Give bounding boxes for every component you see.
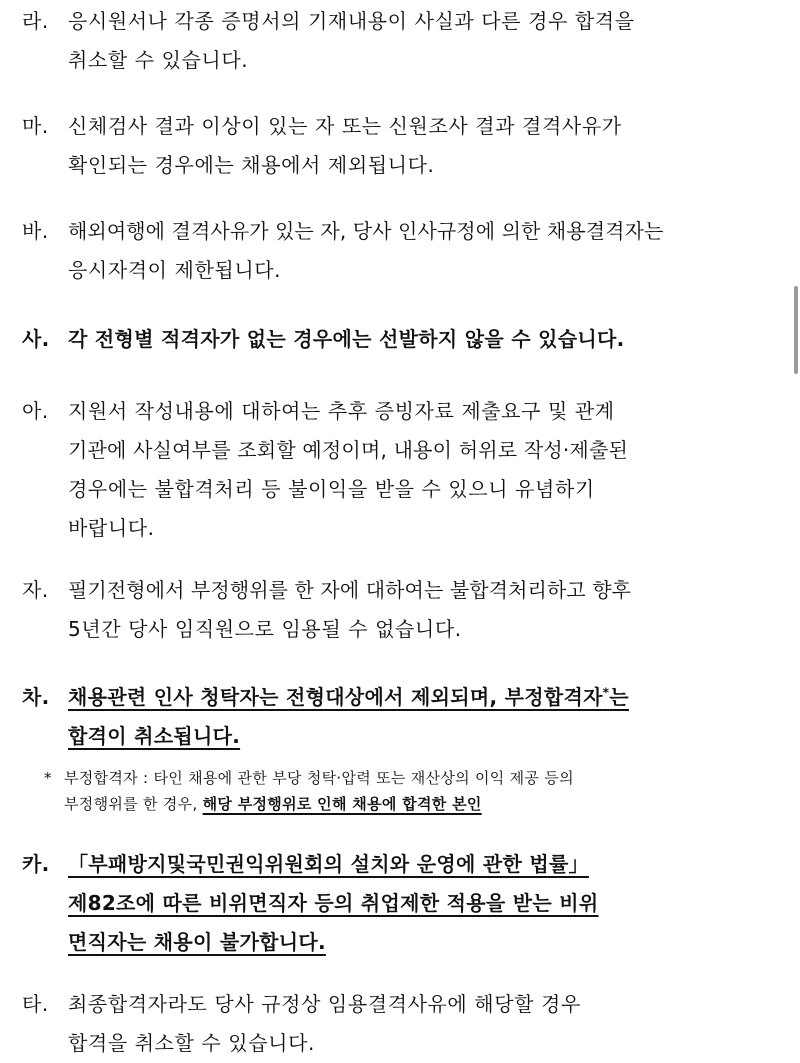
- item-ta-line-2: 합격을 취소할 수 있습니다.: [68, 1031, 315, 1055]
- item-ka-line-3: [22, 923, 782, 962]
- footnote-line-2: [44, 791, 784, 817]
- item-cha-line-2: [22, 717, 782, 756]
- item-cha-text-1-end: 는: [609, 685, 629, 709]
- item-cha-text-1-main: 채용관련 인사 청탁자는 전형대상에서 제외되며, 부정합격자: [68, 685, 603, 709]
- footnote-marker: *: [602, 685, 610, 700]
- footnote: [44, 765, 784, 817]
- item-ja-line-2: 5년간 당사 임직원으로 임용될 수 없습니다.: [68, 617, 462, 641]
- item-ja-line-1: [22, 571, 782, 610]
- item-a: [22, 392, 782, 548]
- item-ma-line-1: [22, 107, 782, 146]
- item-ra-line-2: 취소할 수 있습니다.: [68, 48, 249, 72]
- item-ka-line-2: [22, 884, 782, 923]
- footnote-text-2-plain: 부정행위를 한 경우,: [64, 795, 198, 813]
- item-ja-text-1: 필기전형에서 부정행위를 한 자에 대하여는 불합격처리하고 향후: [68, 578, 632, 602]
- item-ka-text-3: 면직자는 채용이 불가합니다.: [68, 930, 326, 954]
- item-a-label: 아.: [22, 399, 49, 423]
- item-ba-text-1: 해외여행에 결격사유가 있는 자, 당사 인사규정에 의한 채용결격자는: [68, 219, 664, 243]
- footnote-text-2-emphasis: 해당 부정행위로 인해 채용에 합격한 본인: [202, 795, 482, 813]
- item-cha-label: 차.: [22, 685, 50, 709]
- footnote-text-1: 부정합격자 : 타인 채용에 관한 부당 청탁·압력 또는 재산상의 이익 제공 등의: [64, 769, 574, 787]
- item-sa-text-1: 각 전형별 적격자가 없는 경우에는 선발하지 않을 수 있습니다.: [68, 327, 625, 351]
- item-ma-label: 마.: [22, 114, 49, 138]
- item-ka-label: 카.: [22, 852, 50, 876]
- item-sa: [22, 320, 782, 359]
- item-ka-text-2: 제82조에 따른 비위면직자 등의 취업제한 적용을 받는 비위: [68, 891, 599, 915]
- item-ba-line-1: [22, 212, 782, 251]
- item-cha: [22, 678, 782, 756]
- item-a-text-1: 지원서 작성내용에 대하여는 추후 증빙자료 제출요구 및 관계: [68, 399, 615, 423]
- item-ja-label: 자.: [22, 578, 49, 602]
- item-ka-text-1: 「부패방지및국민권익위원회의 설치와 운영에 관한 법률」: [68, 852, 589, 876]
- item-a-line-3: 경우에는 불합격처리 등 불이익을 받을 수 있으니 유념하기: [68, 477, 595, 501]
- item-ba-label: 바.: [22, 219, 49, 243]
- item-cha-text-1: [68, 685, 629, 709]
- item-ta-label: 타.: [22, 992, 49, 1016]
- item-ra-label: 라.: [22, 9, 49, 33]
- item-ra: [22, 2, 782, 80]
- item-ta-line-1: [22, 985, 782, 1024]
- item-ka: [22, 845, 782, 962]
- item-a-line-1: [22, 392, 782, 431]
- item-ba: [22, 212, 782, 290]
- item-cha-line-1: [22, 678, 782, 717]
- item-ka-line-1: [22, 845, 782, 884]
- scrollbar-thumb[interactable]: [794, 286, 798, 374]
- item-ta: [22, 985, 782, 1063]
- item-ma-line-2: 확인되는 경우에는 채용에서 제외됩니다.: [68, 153, 435, 177]
- item-ba-line-2: 응시자격이 제한됩니다.: [68, 258, 282, 282]
- item-a-line-4: 바랍니다.: [68, 516, 155, 540]
- item-ma: [22, 107, 782, 185]
- item-cha-text-2: 합격이 취소됩니다.: [68, 724, 241, 748]
- item-sa-label: 사.: [22, 327, 50, 351]
- item-ma-text-1: 신체검사 결과 이상이 있는 자 또는 신원조사 결과 결격사유가: [68, 114, 622, 138]
- item-ra-text-1: 응시원서나 각종 증명서의 기재내용이 사실과 다른 경우 합격을: [68, 9, 635, 33]
- footnote-line-1: [44, 765, 784, 791]
- item-sa-line-1: [22, 320, 782, 359]
- item-ta-text-1: 최종합격자라도 당사 규정상 임용결격사유에 해당할 경우: [68, 992, 581, 1016]
- item-a-line-2: 기관에 사실여부를 조회할 예정이며, 내용이 허위로 작성·제출된: [68, 438, 628, 462]
- item-ra-line-1: [22, 2, 782, 41]
- footnote-star: *: [44, 769, 52, 787]
- item-ja: [22, 571, 782, 649]
